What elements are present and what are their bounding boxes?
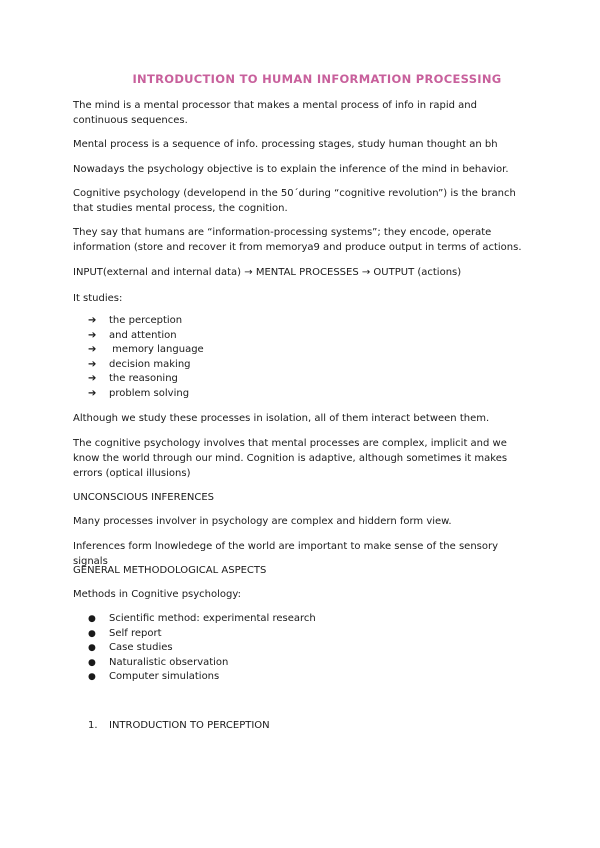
bullet-icon: ● <box>88 672 96 682</box>
list-item: ➔ the reasoning <box>88 373 178 384</box>
paragraph-methods-intro: Methods in Cognitive psychology: <box>73 589 241 600</box>
paragraph-mind-processor: The mind is a mental processor that makes a mental process of info in rapid and continuous sequences. <box>73 100 477 126</box>
paragraph-it-studies: It studies: <box>73 293 123 304</box>
list-item: ● Self report <box>88 628 162 639</box>
list-item: ● Naturalistic observation <box>88 657 229 668</box>
arrow-right-icon: ➔ <box>88 330 97 341</box>
numbered-heading-perception: 1. INTRODUCTION TO PERCEPTION <box>88 720 270 731</box>
list-item: ➔ and attention <box>88 330 177 341</box>
arrow-right-icon: ➔ <box>88 344 97 355</box>
paragraph-psychology-objective: Nowadays the psychology objective is to explain the inference of the mind in behavior. <box>73 164 509 175</box>
paragraph-cognitive-psychology: Cognitive psychology (developend in the 50´during “cognitive revolution”) is the branch that studies mental process, the cognition. <box>73 188 516 214</box>
list-item: ➔ the perception <box>88 315 183 326</box>
list-item: ● Scientific method: experimental research <box>88 613 316 624</box>
paragraph-cognition-adaptive: The cognitive psychology involves that mental processes are complex, implicit and we know the world through our mind. Cognition is adaptive, although sometimes it makes errors (optical illusions) <box>73 438 508 479</box>
list-item: ● Case studies <box>88 642 173 653</box>
paragraph-information-processing: They say that humans are “information-processing systems”; they encode, operate information (store and recover it from memorya9 and produce output in terms of actions. <box>73 227 522 253</box>
bullet-icon: ● <box>88 629 96 639</box>
paragraph-inferences-knowledge: Inferences form lnowledege of the world are important to make sense of the sensory signals <box>73 541 499 567</box>
arrow-right-icon: ➔ <box>88 388 97 399</box>
list-item: ➔ decision making <box>88 359 191 370</box>
bullet-icon: ● <box>88 643 96 653</box>
heading-unconscious-inferences: UNCONSCIOUS INFERENCES <box>73 492 215 503</box>
list-number: 1. <box>88 720 98 731</box>
arrow-right-icon: ➔ <box>88 315 97 326</box>
bullet-icon: ● <box>88 614 96 624</box>
list-item: ➔ problem solving <box>88 388 190 399</box>
paragraph-isolation: Although we study these processes in isolation, all of them interact between them. <box>73 413 490 424</box>
paragraph-hidden-processes: Many processes involver in psychology are complex and hiddern form view. <box>73 516 452 527</box>
list-item: ➔ memory language <box>88 344 204 355</box>
arrow-right-icon: ➔ <box>88 373 97 384</box>
bullet-icon: ● <box>88 658 96 668</box>
page-title: INTRODUCTION TO HUMAN INFORMATION PROCESSING <box>132 72 502 86</box>
arrow-right-icon: ➔ <box>88 359 97 370</box>
paragraph-mental-process: Mental process is a sequence of info. processing stages, study human thought an bh <box>73 139 498 150</box>
heading-methodological-aspects: GENERAL METHODOLOGICAL ASPECTS <box>73 565 267 576</box>
paragraph-input-output-flow: INPUT(external and internal data) → MENTAL PROCESSES → OUTPUT (actions) <box>73 267 462 278</box>
list-item: ● Computer simulations <box>88 671 220 682</box>
